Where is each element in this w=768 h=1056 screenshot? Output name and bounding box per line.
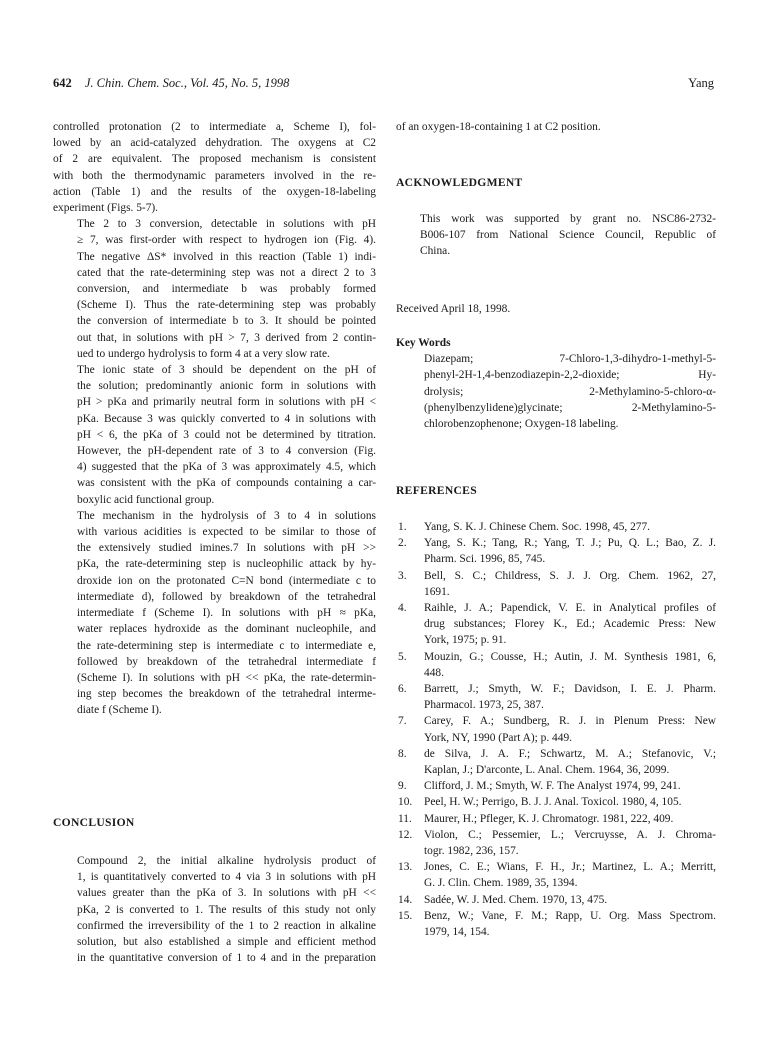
- reference-line: Maurer, H.; Pfleger, K. J. Chromatogr. 1981, 222, 409.: [424, 812, 674, 825]
- text-line: The negative ΔS* involved in this reaction (Table 1) indi-: [77, 250, 376, 263]
- reference-line: Clifford, J. M.; Smyth, W. F. The Analyst 1974, 99, 241.: [424, 780, 681, 793]
- reference-line: Carey, F. A.; Sundberg, R. J. in Plenum Press: New: [424, 715, 716, 728]
- reference-line: 448.: [424, 666, 444, 679]
- acknowledgment-heading: ACKNOWLEDGMENT: [396, 176, 523, 189]
- text-line: pKa. Because 3 was quickly converted to 4 in solutions with: [77, 412, 376, 425]
- reference-number: 10.: [398, 796, 413, 809]
- keywords-list: [396, 351, 716, 432]
- reference-number: 6.: [398, 683, 407, 696]
- reference-line: 1979, 14, 154.: [424, 926, 490, 939]
- reference-number: 3.: [398, 569, 407, 582]
- text-line: intermediate f (Scheme I). In solutions with pH ≈ pKa,: [77, 607, 376, 620]
- page-number: 642: [53, 76, 72, 90]
- reference-line: Raihle, J. A.; Papendick, V. E. in Analytical profiles of: [424, 602, 716, 615]
- keyword-line: Diazepam; 7-Chloro-1,3-dihydro-1-methyl-5-: [424, 353, 716, 366]
- reference-line: Barrett, J.; Smyth, W. F.; Davidson, I. E. J. Pharm.: [424, 683, 716, 696]
- text-line: cated that the rate-determining step was not a direct 2 to 3: [77, 266, 376, 279]
- reference-item: [396, 908, 716, 940]
- paragraph-acknowledgment: [396, 211, 716, 260]
- conclusion-heading: CONCLUSION: [53, 816, 135, 829]
- reference-line: Mouzin, G.; Cousse, H.; Autin, J. M. Synthesis 1981, 6,: [424, 650, 716, 663]
- text-line: out that, in solutions with pH > 7, 3 derived from 2 contin-: [77, 331, 376, 344]
- text-line: droxide ion on the protonated C=N bond (intermediate c to: [77, 574, 376, 587]
- reference-item: [396, 681, 716, 713]
- reference-item: [396, 519, 716, 535]
- text-line: pH > pKa and primarily neutral form in solutions with pH <: [77, 396, 376, 409]
- left-column: [53, 119, 376, 965]
- reference-item: [396, 568, 716, 600]
- reference-number: 9.: [398, 780, 407, 793]
- reference-number: 11.: [398, 812, 412, 825]
- text-line: water replaces hydroxide as the dominant nucleophile, and: [77, 623, 376, 636]
- reference-line: Kaplan, J.; D'arconte, L. Anal. Chem. 1964, 36, 2099.: [424, 764, 670, 777]
- text-line: ing step becomes the breakdown of the tetrahedral interme-: [77, 688, 376, 701]
- reference-item: [396, 892, 716, 908]
- reference-line: Yang, S. K. J. Chinese Chem. Soc. 1998, 45, 277.: [424, 521, 651, 533]
- reference-item: [396, 535, 716, 567]
- reference-line: Sadée, W. J. Med. Chem. 1970, 13, 475.: [424, 893, 608, 906]
- text-line: 1, is quantitatively converted to 4 via 3 in solutions with pH: [77, 871, 376, 884]
- text-line: with both the thermodynamic parameters involved in the re-: [53, 169, 376, 182]
- reference-item: [396, 649, 716, 681]
- reference-number: 13.: [398, 861, 413, 874]
- reference-line: Benz, W.; Vane, F. M.; Rapp, U. Org. Mass Spectrom.: [424, 909, 716, 922]
- reference-line: Jones, C. E.; Wians, F. H., Jr.; Martinez, L. A.; Merritt,: [424, 861, 716, 874]
- paragraph-conclusion: [53, 853, 376, 966]
- reference-line: York, 1975; p. 91.: [424, 634, 507, 647]
- reference-line: Bell, S. C.; Childress, S. J. J. Org. Chem. 1962, 27,: [424, 569, 716, 582]
- reference-number: 2.: [398, 537, 407, 550]
- text-line: China.: [420, 245, 451, 258]
- keyword-line: chlorobenzophenone; Oxygen-18 labeling.: [424, 418, 619, 431]
- text-line: The mechanism in the hydrolysis of 3 to 4 in solutions: [77, 509, 376, 522]
- text-line: Compound 2, the initial alkaline hydrolysis product of: [77, 855, 376, 867]
- keyword-line: drolysis; 2-Methylamino-5-chloro-α-: [424, 385, 716, 398]
- reference-line: de Silva, J. A. F.; Schwartz, M. A.; Stefanovic, V.;: [424, 747, 716, 760]
- text-line: action (Table 1) and the results of the oxygen-18-labeling: [53, 185, 376, 198]
- text-line: The 2 to 3 conversion, detectable in solutions with pH: [77, 218, 376, 231]
- text-line: intermediate d), followed by breakdown of the tetrahedral: [77, 590, 376, 603]
- text-line: values greater than the pKa of 3. In solutions with pH <<: [77, 887, 376, 900]
- text-line: with various acidities is expected to be similar to those of: [77, 526, 376, 539]
- text-line: The ionic state of 3 should be dependent on the pH of: [77, 364, 376, 377]
- reference-item: [396, 811, 716, 827]
- reference-item: [396, 600, 716, 649]
- keyword-line: (phenylbenzylidene)glycinate; 2-Methylamino-5-: [424, 401, 716, 414]
- text-line: followed by breakdown of the tetrahedral intermediate f: [77, 655, 376, 668]
- reference-item: [396, 859, 716, 891]
- text-line: controlled protonation (2 to intermediate a, Scheme I), fol-: [53, 121, 376, 133]
- reference-item: [396, 827, 716, 859]
- reference-number: 4.: [398, 602, 407, 615]
- references-heading: REFERENCES: [396, 484, 477, 497]
- reference-line: Pharm. Sci. 1996, 85, 745.: [424, 553, 546, 566]
- paragraph-mechanism-intro: [53, 119, 376, 216]
- reference-number: 7.: [398, 715, 407, 728]
- reference-line: togr. 1982, 236, 157.: [424, 845, 519, 858]
- text-line: This work was supported by grant no. NSC86-2732-: [420, 213, 716, 225]
- text-line: in the quantitative conversion of 1 to 4 and in the preparation: [77, 952, 376, 965]
- reference-line: drug substances; Florey K., Ed.; Academic Press: New: [424, 618, 716, 631]
- reference-number: 14.: [398, 893, 413, 906]
- text-line: of 2 are equivalent. The proposed mechanism is consistent: [53, 153, 376, 166]
- reference-line: 1691.: [424, 585, 450, 598]
- text-line: pKa, 2 is converted to 1. The results of this study not only: [77, 903, 376, 916]
- paragraph-2-to-3-conversion: [53, 216, 376, 362]
- received-date: Received April 18, 1998.: [396, 303, 511, 315]
- reference-line: Peel, H. W.; Perrigo, B. J. J. Anal. Toxicol. 1980, 4, 105.: [424, 796, 682, 809]
- reference-line: York, NY, 1990 (Part A); p. 449.: [424, 731, 572, 744]
- text-line: diate f (Scheme I).: [77, 704, 162, 717]
- reference-line: Yang, S. K.; Tang, R.; Yang, T. J.; Pu, Q. L.; Bao, Z. J.: [424, 537, 716, 550]
- text-line: lowed by an acid-catalyzed dehydration. The oxygens at C2: [53, 137, 376, 150]
- text-line: B006-107 from National Science Council, Republic of: [420, 229, 716, 242]
- text-line: boxylic acid functional group.: [77, 493, 215, 506]
- reference-line: Pharmacol. 1973, 25, 387.: [424, 699, 544, 712]
- reference-item: [396, 794, 716, 810]
- text-line: pKa, the rate-determining step is nucleophilic attack by hy-: [77, 558, 376, 571]
- text-line: confirmed the irreversibility of the 1 to 2 reaction in alkaline: [77, 919, 376, 932]
- keyword-line: phenyl-2H-1,4-benzodiazepin-2,2-dioxide; Hy-: [424, 369, 716, 382]
- references-list: [396, 519, 716, 940]
- text-line: the rate-determining step is intermediate c to intermediate e,: [77, 639, 376, 652]
- text-line: solution, but also established a simple and efficient method: [77, 936, 376, 949]
- reference-number: 8.: [398, 747, 407, 760]
- reference-number: 1.: [398, 521, 407, 533]
- running-header: [53, 76, 714, 96]
- text-line: the conversion of intermediate b to 3. It should be pointed: [77, 315, 376, 328]
- text-line: ≥ 7, was first-order with respect to hydrogen ion (Fig. 4).: [77, 234, 376, 247]
- text-line: pH < 6, the pKa of 3 could not be determined by titration.: [77, 428, 376, 441]
- text-line: was consistent with the pKa of compounds containing a car-: [77, 477, 376, 490]
- paragraph-hydrolysis-mechanism: [53, 508, 376, 719]
- reference-item: [396, 778, 716, 794]
- text-line: the extensively studied imines.7 In solutions with pH >>: [77, 542, 376, 555]
- text-line: ued to undergo hydrolysis to form 4 at a very slow rate.: [77, 347, 330, 360]
- keywords-heading: Key Words: [396, 337, 451, 349]
- journal-citation: J. Chin. Chem. Soc., Vol. 45, No. 5, 1998: [84, 76, 290, 90]
- reference-line: Violon, C.; Pessemier, L.; Vercruysse, A. J. Chroma-: [424, 828, 716, 841]
- reference-number: 15.: [398, 909, 413, 922]
- reference-item: [396, 713, 716, 745]
- text-line: However, the pH-dependent rate of 3 to 4 conversion (Fig.: [77, 445, 376, 458]
- text-line: conversion, and intermediate b was probably formed: [77, 283, 376, 296]
- text-line: (Scheme I). Thus the rate-determining step was probably: [77, 299, 376, 312]
- paragraph-ionic-state: [53, 362, 376, 508]
- reference-number: 5.: [398, 650, 407, 663]
- text-line: 4) suggested that the pKa of 3 was approximately 4.5, which: [77, 461, 376, 474]
- reference-line: G. J. Clin. Chem. 1989, 35, 1394.: [424, 877, 578, 890]
- text-line: the solution; predominantly anionic form in solutions with: [77, 380, 376, 393]
- paragraph-conclusion-continued: of an oxygen-18-containing 1 at C2 position.: [396, 121, 601, 133]
- text-line: experiment (Figs. 5-7).: [53, 202, 159, 215]
- running-author: Yang: [688, 76, 714, 90]
- text-line: (Scheme I). In solutions with pH << pKa, the rate-determin-: [77, 671, 376, 684]
- reference-number: 12.: [398, 828, 413, 841]
- reference-item: [396, 746, 716, 778]
